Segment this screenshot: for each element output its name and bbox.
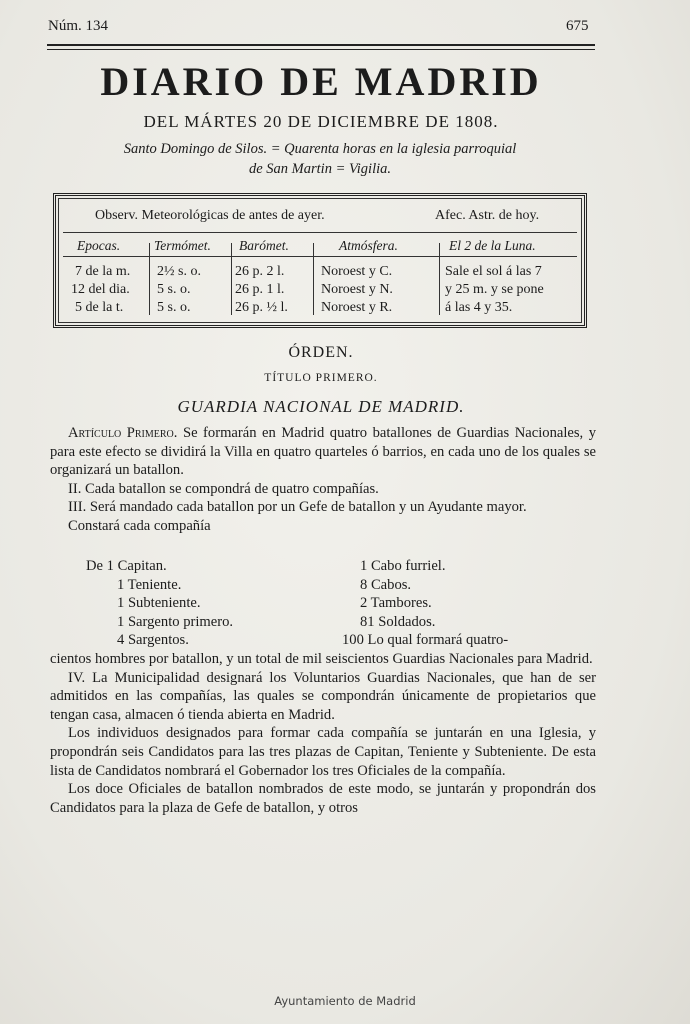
col-header-termometro: Termómet.	[154, 238, 211, 253]
page-number: 675	[566, 18, 589, 34]
list-item: 4 Sargentos.	[117, 632, 189, 649]
article-1-label: Artículo Primero.	[68, 425, 178, 441]
article-2: II. Cada batallon se compondrá de quatro compañías.	[68, 480, 379, 497]
list-item: 1 Teniente.	[117, 576, 182, 593]
issue-number: Núm. 134	[48, 18, 108, 34]
archive-credit: Ayuntamiento de Madrid	[274, 994, 416, 1008]
article-body-top	[50, 424, 596, 536]
section-title: GUARDIA NACIONAL DE MADRID.	[177, 397, 465, 416]
astro-line: á las 4 y 35.	[445, 300, 513, 315]
weather-title: Observ. Meteorológicas de antes de ayer.	[95, 208, 325, 223]
header-rule-thin	[47, 49, 595, 50]
article-3: III. Será mandado cada batallon por un Gefe de batallon y un Ayudante mayor.	[68, 499, 527, 516]
weather-box-inner	[58, 198, 582, 323]
row-baro: 26 p. 1 l.	[235, 282, 285, 297]
list-item: 81 Soldados.	[360, 613, 436, 630]
col-header-atmosfera: Atmósfera.	[339, 238, 398, 253]
col-sep	[231, 243, 232, 315]
list-item: De 1 Capitan.	[86, 558, 167, 574]
consist-line: Constará cada compañía	[68, 517, 211, 534]
astro-line: Sale el sol á las 7	[445, 264, 542, 279]
astro-line: y 25 m. y se pone	[445, 282, 544, 297]
article-body-bottom	[50, 650, 596, 817]
row-epoca: 7 de la m.	[75, 264, 131, 279]
row-epoca: 12 del dia.	[71, 282, 130, 297]
row-atmos: Noroest y N.	[321, 282, 393, 297]
row-baro: 26 p. ½ l.	[235, 300, 288, 315]
col-header-epocas: Epocas.	[77, 238, 121, 253]
paragraph-officers: Los doce Oficiales de batallon nombrados de este modo, se juntarán y propondrán dos Candidatos para la plaza de Gefe de batallon, y otros	[50, 781, 596, 816]
col-sep	[149, 243, 150, 315]
saint-of-day	[60, 139, 580, 179]
weather-divider	[63, 232, 577, 233]
date-line: DEL MÁRTES 20 DE DICIEMBRE DE 1808.	[143, 112, 499, 131]
row-termo: 5 s. o.	[157, 300, 191, 315]
composition-list-right	[342, 557, 509, 650]
row-termo: 5 s. o.	[157, 282, 191, 297]
col-sep	[313, 243, 314, 315]
weather-box	[53, 193, 587, 328]
row-atmos: Noroest y C.	[321, 264, 393, 279]
list-item: 2 Tambores.	[360, 595, 432, 612]
article-heading: ÓRDEN.	[288, 344, 354, 361]
header-rule	[47, 44, 595, 46]
col-sep	[439, 243, 440, 315]
article-subheading: TÍTULO PRIMERO.	[264, 372, 378, 384]
article-4: IV. La Municipalidad designará los Voluntarios Guardias Nacionales, que han de ser admitidos en las compañías, las quales se compondrán únicamente de propietarios que tengan casa, almacen ó tienda abierta en Madrid.	[50, 669, 596, 723]
paragraph-candidates: Los individuos designados para formar cada compañía se juntarán en una Iglesia, y propondrán seis Candidatos para las tres plazas de Capitan, Teniente y Subteniente. De esta lista de Candidatos nombrará el Gobernador los tres Oficiales de la compañía.	[50, 725, 596, 779]
astro-title: Afec. Astr. de hoy.	[435, 208, 540, 223]
row-epoca: 5 de la t.	[75, 300, 124, 315]
list-item: 100 Lo qual formará quatro-	[342, 632, 509, 649]
row-baro: 26 p. 2 l.	[235, 264, 285, 279]
list-continuation: cientos hombres por batallon, y un total de mil seiscientos Guardias Nacionales para Madrid.	[50, 651, 593, 667]
list-item: 1 Sargento primero.	[117, 613, 234, 630]
list-item: 1 Subteniente.	[117, 595, 201, 612]
saint-line-2: de San Martin = Vigilia.	[248, 161, 392, 177]
list-item: 1 Cabo furriel.	[360, 558, 446, 574]
article-1	[50, 424, 596, 480]
saint-line-1: Santo Domingo de Silos. = Quarenta horas en la iglesia parroquial	[123, 141, 517, 157]
list-item: 8 Cabos.	[360, 576, 412, 593]
row-atmos: Noroest y R.	[321, 300, 393, 315]
col-header-barometro: Barómet.	[239, 238, 289, 253]
article-1-text: Se formarán en Madrid quatro batallones de Guardias Nacionales, y para este efecto se dividirá la Villa en quatro quarteles ó barrios, en cada uno de los quales se organizará un batallon.	[50, 425, 597, 479]
weather-header-divider	[63, 256, 577, 257]
row-termo: 2½ s. o.	[157, 264, 201, 279]
masthead-title: DIARIO DE MADRID	[100, 59, 542, 104]
col-header-luna: El 2 de la Luna.	[449, 238, 536, 253]
composition-list-left	[86, 557, 233, 650]
